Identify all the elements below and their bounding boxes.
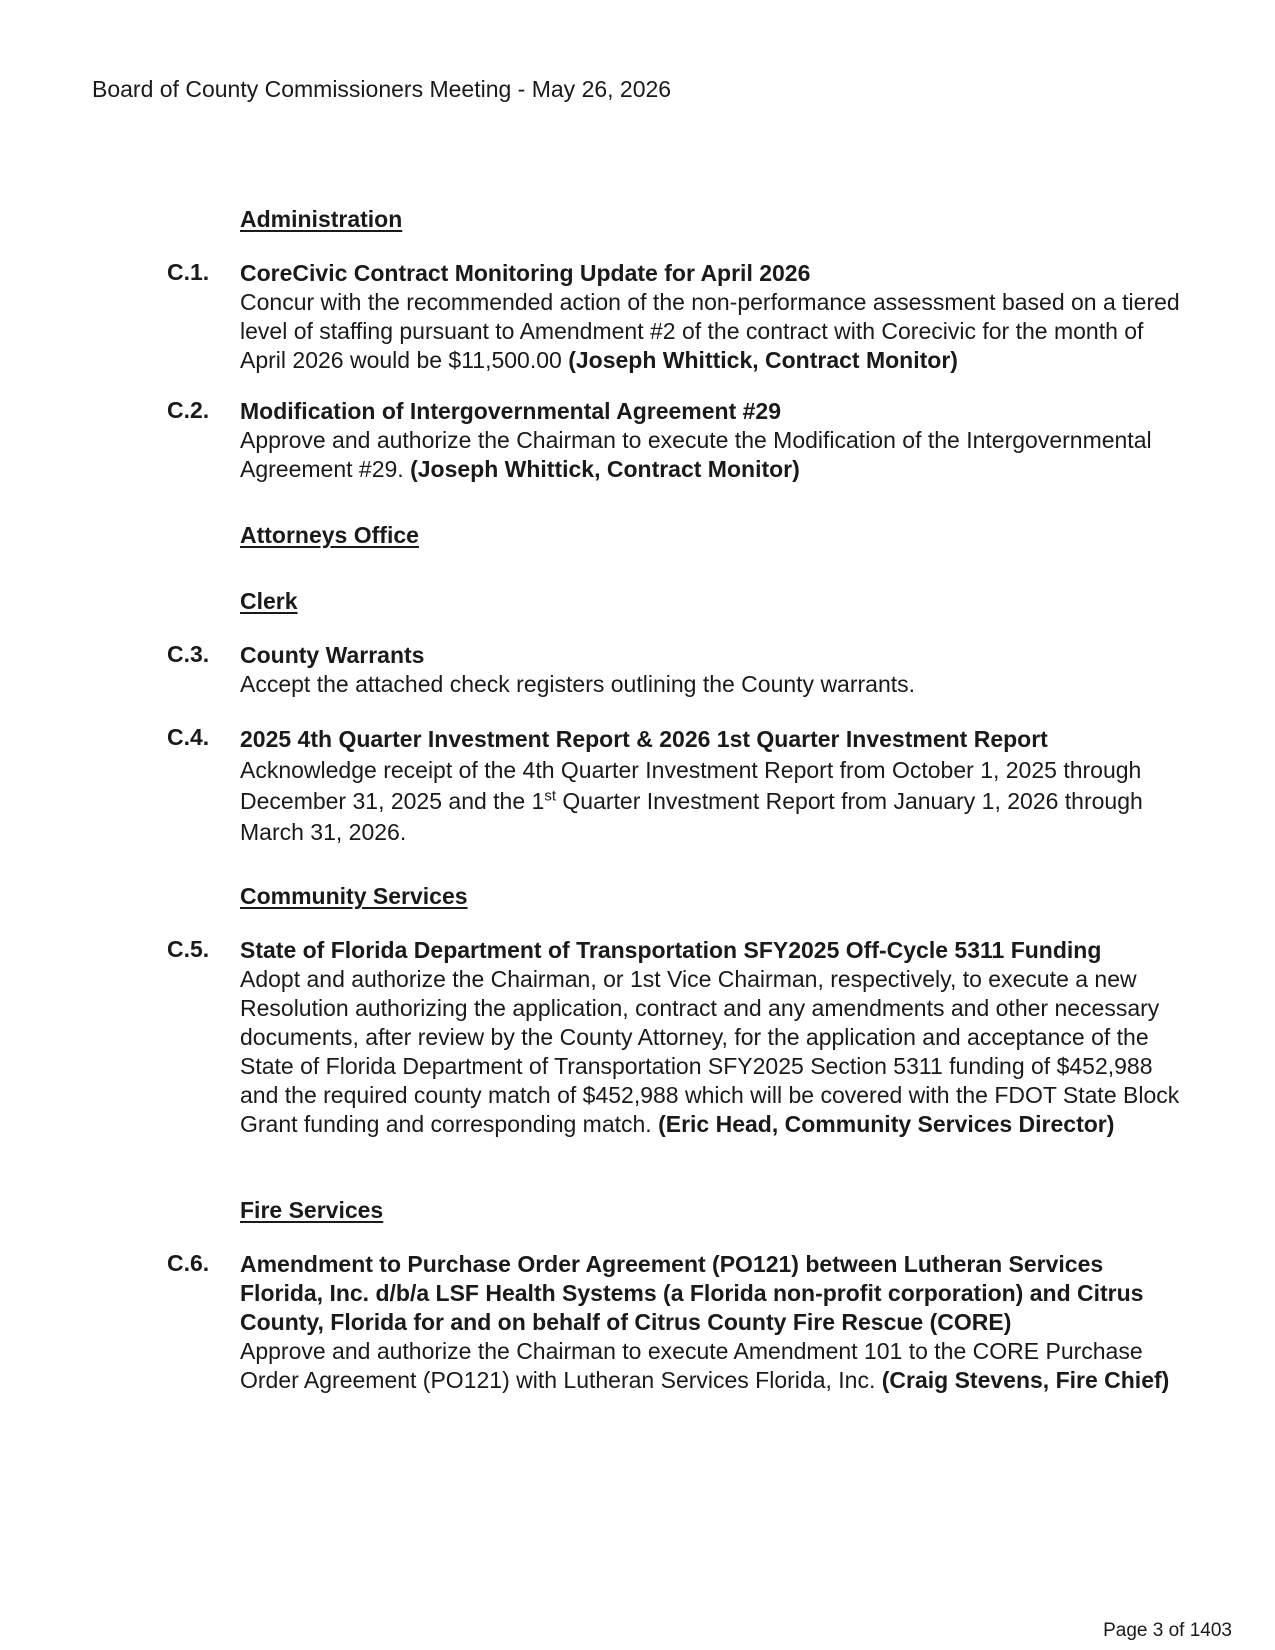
section-community-services: Community Services [240, 883, 468, 909]
item-number: C.6. [167, 1250, 210, 1276]
item-number: C.5. [167, 936, 210, 962]
agenda-item-c2 [167, 397, 1187, 484]
item-description: Adopt and authorize the Chairman, or 1st Vice Chairman, respectively, to execute a new Resolution authorizing the application, contract and any amendments and other necessary documents, after review by the County Attorney, for the application and acceptance of the State of Florida Department of Transportation SFY2025 Section 5311 funding of $452,988 and the required county match of $452,988 which will be covered with the FDOT State Block Grant funding and corresponding match. [240, 966, 1180, 1137]
agenda-item-c4 [167, 724, 1187, 848]
item-number: C.4. [167, 724, 210, 750]
section-attorneys-office: Attorneys Office [240, 522, 419, 548]
item-title: Amendment to Purchase Order Agreement (PO121) between Lutheran Services Florida, Inc. d/b/a LSF Health Systems (a Florida non-profit corporation) and Citrus County, Florida for and on behalf of Citrus County Fire Rescue (CORE) [240, 1251, 1144, 1335]
item-description: Accept the attached check registers outlining the County warrants. [240, 671, 916, 697]
agenda-item-c6 [167, 1250, 1187, 1395]
item-description: Acknowledge receipt of the 4th Quarter Investment Report from October 1, 2025 through December 31, 2025 and the 1 [240, 757, 1142, 814]
agenda-item-c1 [167, 259, 1187, 375]
item-description: Approve and authorize the Chairman to execute Amendment 101 to the CORE Purchase Order Agreement (PO121) with Lutheran Services Florida, Inc. [240, 1338, 1143, 1393]
agenda-item-c3 [167, 641, 1187, 699]
item-presenter: (Joseph Whittick, Contract Monitor) [568, 347, 958, 373]
item-description-cont: Quarter Investment Report from January 1, 2026 through March 31, 2026. [240, 788, 1143, 845]
page-header: Board of County Commissioners Meeting - May 26, 2026 [92, 76, 672, 102]
section-fire-services: Fire Services [240, 1197, 384, 1223]
item-number: C.2. [167, 397, 210, 423]
item-title: County Warrants [240, 642, 425, 668]
item-title: Modification of Intergovernmental Agreement #29 [240, 398, 782, 424]
ordinal-suffix: st [544, 787, 556, 805]
item-presenter: (Craig Stevens, Fire Chief) [881, 1367, 1170, 1393]
item-description: Approve and authorize the Chairman to execute the Modification of the Intergovernmental Agreement #29. [240, 427, 1152, 482]
item-title: State of Florida Department of Transportation SFY2025 Off-Cycle 5311 Funding [240, 937, 1102, 963]
section-administration: Administration [240, 206, 403, 232]
agenda-item-c5 [167, 936, 1187, 1139]
item-number: C.3. [167, 641, 210, 667]
item-number: C.1. [167, 259, 210, 285]
item-title: 2025 4th Quarter Investment Report & 2026 1st Quarter Investment Report [240, 726, 1048, 752]
item-presenter: (Joseph Whittick, Contract Monitor) [410, 456, 800, 482]
item-description: Concur with the recommended action of the non-performance assessment based on a tiered level of staffing pursuant to Amendment #2 of the contract with Corecivic for the month of April 2026 would be $11,500.00 [240, 289, 1180, 373]
item-title: CoreCivic Contract Monitoring Update for April 2026 [240, 260, 811, 286]
item-presenter: (Eric Head, Community Services Director) [658, 1111, 1115, 1137]
page-number: Page 3 of 1403 [1103, 1620, 1232, 1641]
section-clerk: Clerk [240, 588, 298, 614]
